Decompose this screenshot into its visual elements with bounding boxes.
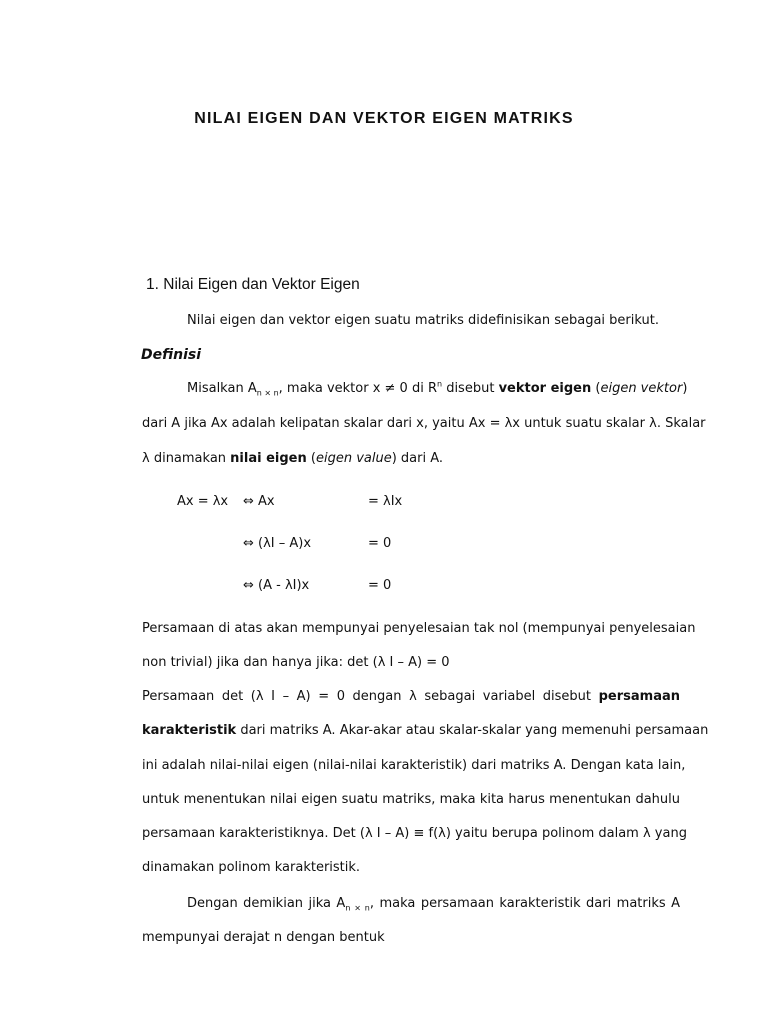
definition-line-1-text — [187, 379, 688, 398]
paragraph-1-line-1: Persamaan di atas akan mempunyai penyelesaian tak nol (mempunyai penyelesaian — [142, 621, 696, 636]
def-text: Misalkan A — [187, 381, 257, 396]
superscript: n — [436, 379, 443, 389]
paragraph-2-line-4: untuk menentukan nilai eigen suatu matriks, maka kita harus menentukan dahulu — [142, 792, 680, 807]
intro-text: Nilai eigen dan vektor eigen suatu matriks didefinisikan sebagai berikut. — [187, 313, 659, 328]
paragraph-3-line-2: mempunyai derajat n dengan bentuk — [142, 930, 385, 945]
paragraph-3-line-1 — [187, 896, 680, 911]
def-text: ( — [591, 381, 601, 396]
section-title: Nilai Eigen dan Vektor Eigen — [163, 276, 360, 293]
equation-1-rhs: = λIx — [368, 494, 403, 509]
paragraph-2-line-3: ini adalah nilai-nilai eigen (nilai-nilai karakteristik) dari matriks A. Dengan kata lain, — [142, 758, 686, 773]
def-text: λ dinamakan — [142, 451, 231, 466]
term-eigen-vektor: eigen vektor — [600, 381, 683, 396]
paragraph-2-line-6: dinamakan polinom karakteristik. — [142, 860, 361, 875]
definition-line-3 — [142, 451, 443, 466]
equation-3-rhs: = 0 — [368, 578, 392, 593]
equation-1-lhs: Ax = λx — [177, 494, 229, 509]
para-text: Dengan demikian jika A — [187, 896, 346, 911]
equation-3-mid: ⇔ (A - λI)x — [243, 578, 310, 593]
paragraph-1-line-2: non trivial) jika dan hanya jika: det (λ I – A) = 0 — [142, 655, 450, 670]
equation-2-rhs: = 0 — [368, 536, 392, 551]
paragraph-3-line-1-text — [187, 896, 680, 911]
para-text: , maka persamaan karakteristik dari matriks A — [369, 896, 681, 911]
subscript: n × n — [345, 903, 370, 913]
def-text: disebut — [442, 381, 499, 396]
definition-line-2: dari A jika Ax adalah kelipatan skalar dari x, yaitu Ax = λx untuk suatu skalar λ. Skalar — [142, 416, 706, 431]
definition-label: Definisi — [141, 347, 202, 363]
subscript: n × n — [256, 388, 279, 398]
term-nilai-eigen: nilai eigen — [230, 451, 307, 466]
equation-1-mid: ⇔ Ax — [243, 494, 275, 509]
term-vektor-eigen: vektor eigen — [498, 381, 592, 396]
paragraph-2-line-2 — [142, 723, 709, 738]
def-text: , maka vektor x ≠ 0 di R — [278, 381, 437, 396]
def-text: ( — [306, 451, 316, 466]
def-text: ) dari A. — [391, 451, 444, 466]
term-eigen-value: eigen value — [315, 451, 392, 466]
section-heading — [146, 276, 360, 294]
para-text: Persamaan det (λ I – A) = 0 dengan λ sebagai variabel disebut — [142, 689, 599, 704]
para-text: dari matriks A. Akar-akar atau skalar-skalar yang memenuhi persamaan — [236, 723, 709, 738]
paragraph-2-line-5: persamaan karakteristiknya. Det (λ I – A) ≡ f(λ) yaitu berupa polinom dalam λ yang — [142, 826, 687, 841]
paragraph-2-line-1 — [142, 689, 680, 704]
section-number: 1. — [146, 276, 159, 293]
document-title: NILAI EIGEN DAN VEKTOR EIGEN MATRIKS — [194, 110, 574, 127]
term-persamaan: persamaan — [598, 689, 680, 704]
def-text: ) — [682, 381, 688, 396]
definition-line-1 — [187, 379, 688, 398]
equation-2-mid: ⇔ (λI – A)x — [243, 536, 312, 551]
term-karakteristik: karakteristik — [142, 723, 237, 738]
